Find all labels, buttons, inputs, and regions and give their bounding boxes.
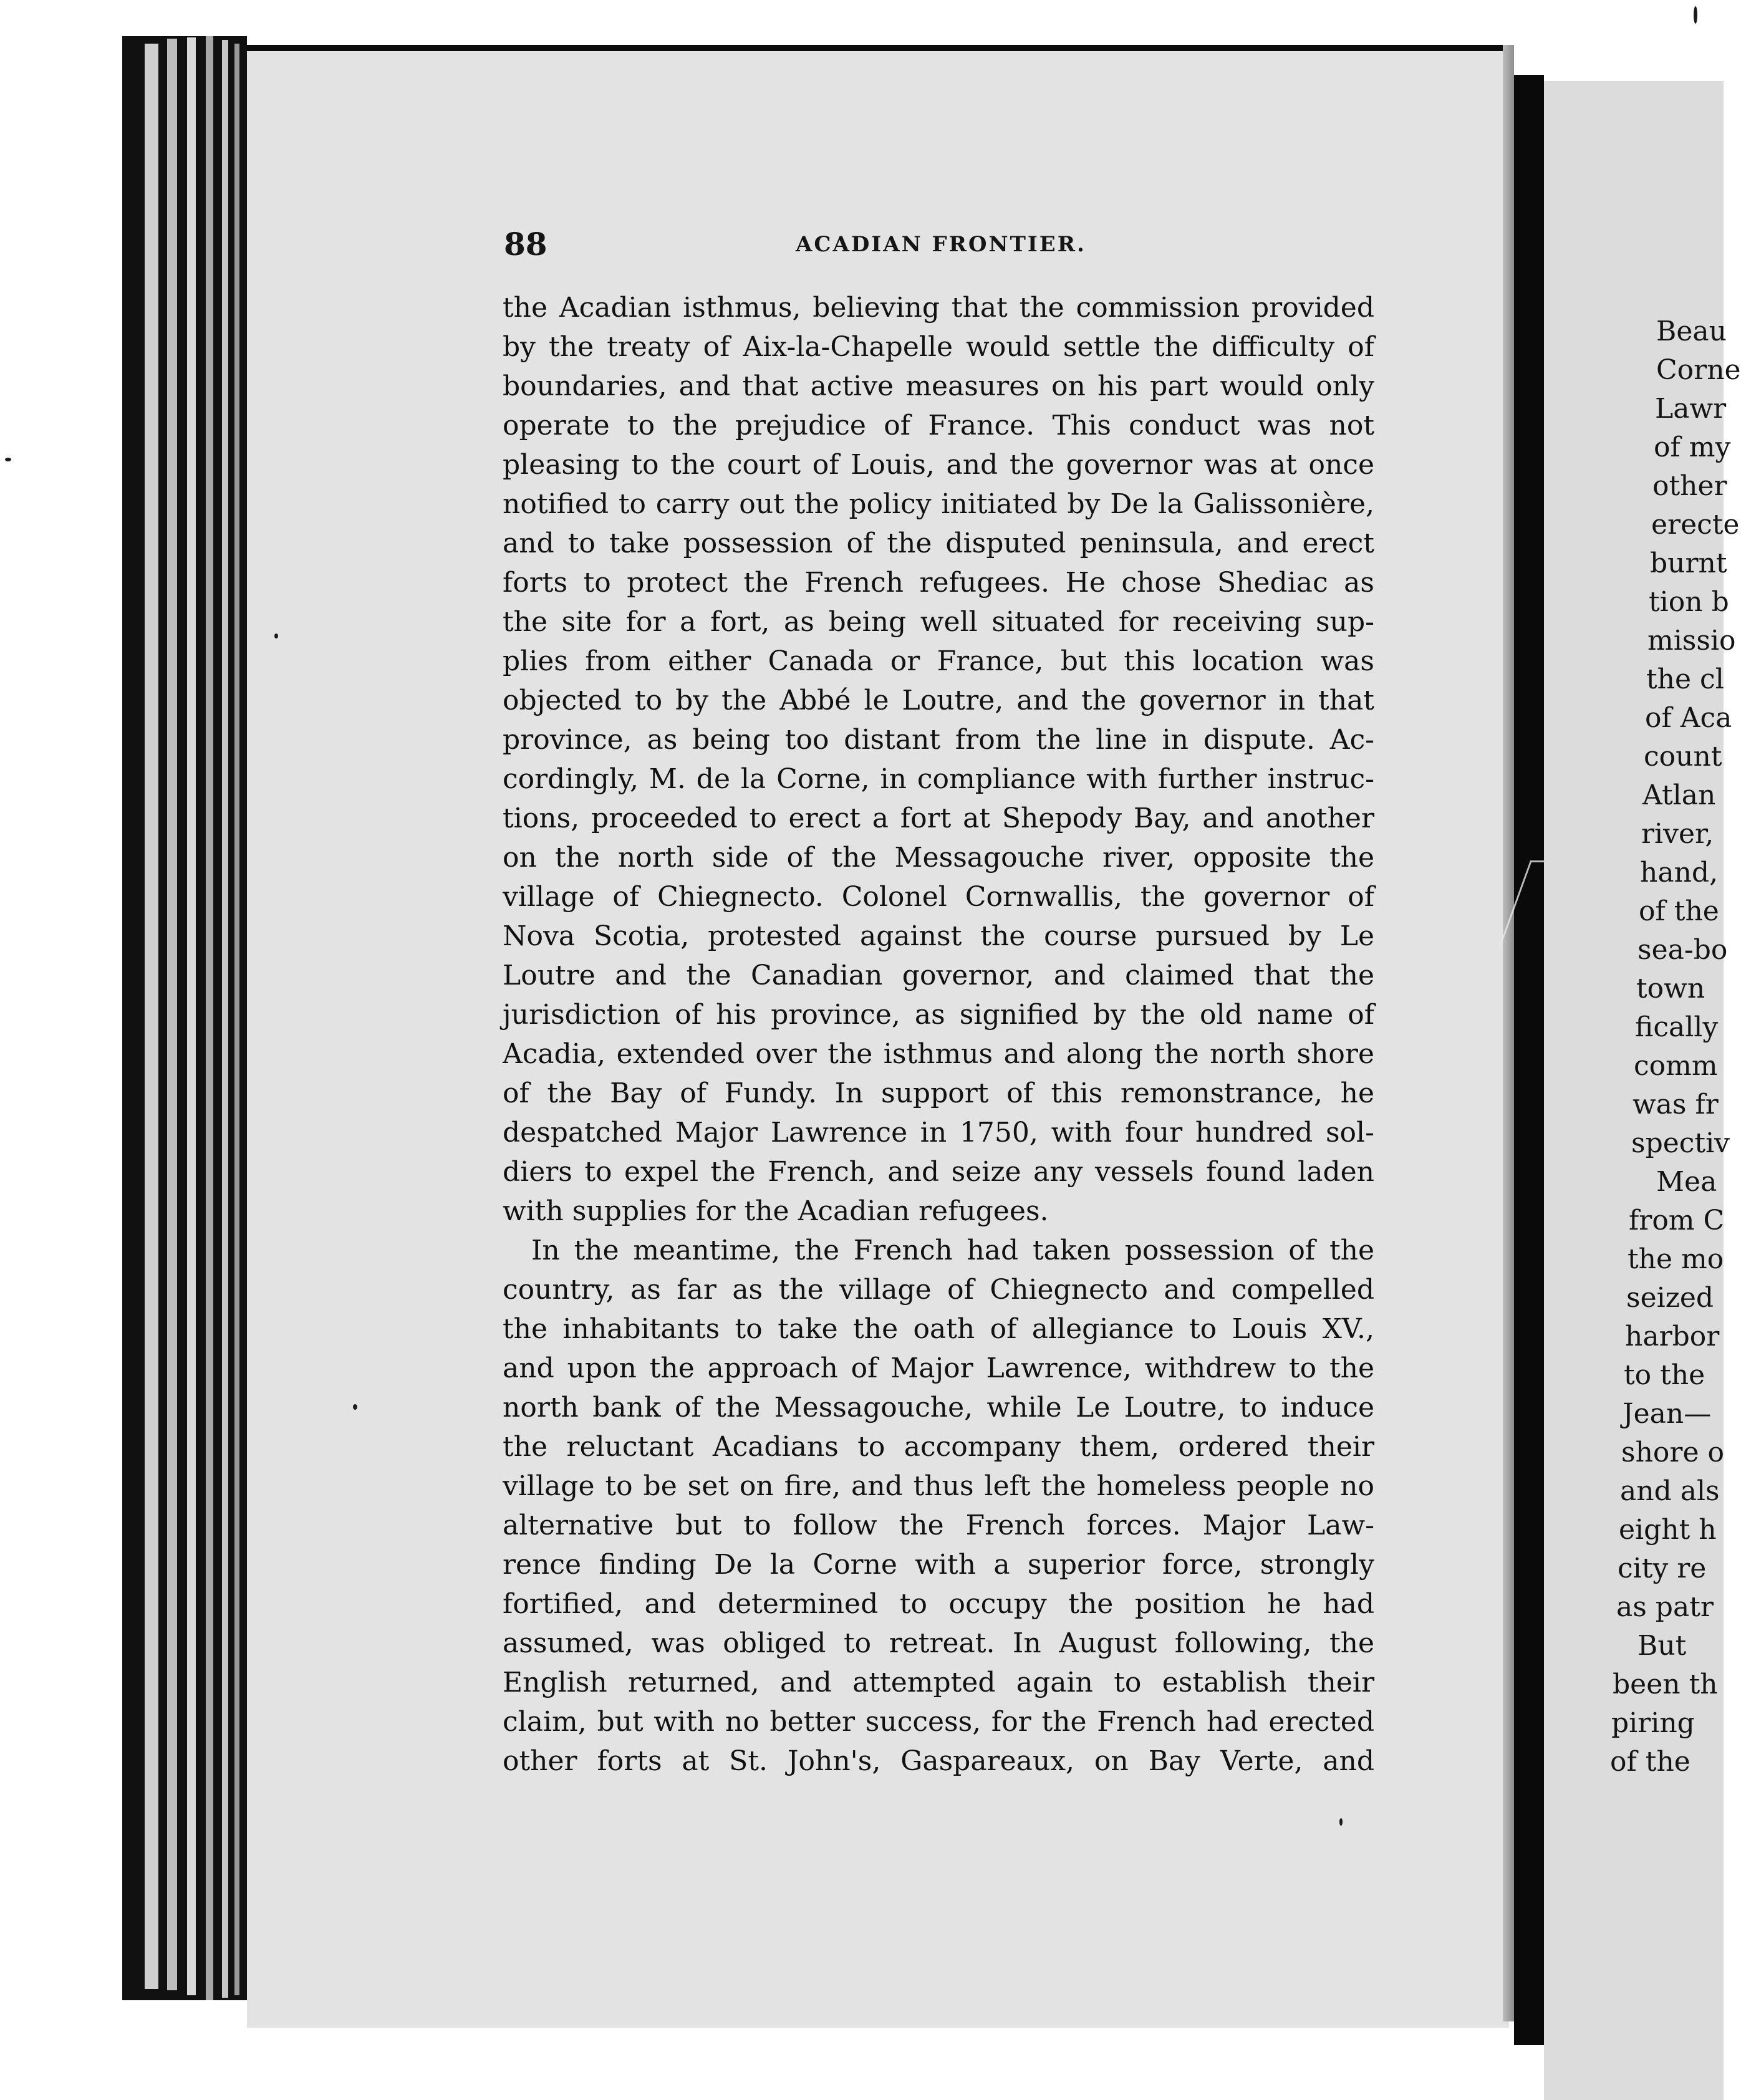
text-line: the Acadian isthmus, believing that the commission provided [503, 292, 1374, 324]
facing-text-line: tion b [1649, 586, 1729, 618]
page-edge [167, 39, 177, 1990]
facing-text-line: spectiv [1631, 1127, 1730, 1159]
text-line: village to be set on fire, and thus left the homeless people no [503, 1470, 1374, 1502]
facing-text-line: was fr [1632, 1089, 1719, 1120]
text-line: the site for a fort, as being well situated for receiving sup- [503, 606, 1374, 638]
facing-text-line: of Aca [1645, 702, 1732, 734]
page-shadow [1503, 45, 1514, 2021]
text-line: operate to the prejudice of France. This conduct was not [503, 410, 1374, 441]
facing-text-line: shore o [1621, 1437, 1724, 1468]
text-line: the reluctant Acadians to accompany them, ordered their [503, 1431, 1374, 1463]
text-line: assumed, was obliged to retreat. In August following, the [503, 1627, 1374, 1659]
text-line: the inhabitants to take the oath of allegiance to Louis XV., [503, 1313, 1374, 1345]
page-edge [206, 36, 213, 2000]
text-line: claim, but with no better success, for the French had erected [503, 1706, 1374, 1738]
facing-text-line: eight h [1619, 1514, 1717, 1546]
facing-text-line: But [1637, 1630, 1687, 1662]
facing-text-line: Jean— [1623, 1398, 1712, 1430]
text-line: with supplies for the Acadian refugees. [503, 1195, 1049, 1227]
facing-text-line: Corne [1656, 354, 1741, 386]
text-line: village of Chiegnecto. Colonel Cornwallis, the governor of [503, 881, 1374, 913]
facing-text-line: missio [1647, 625, 1736, 657]
facing-text-line: fically [1635, 1011, 1719, 1043]
facing-text-line: as patr [1616, 1591, 1714, 1623]
text-line: Acadia, extended over the isthmus and along the north shore [503, 1038, 1374, 1070]
text-line: Loutre and the Canadian governor, and claimed that the [503, 960, 1374, 991]
facing-text-line: comm [1634, 1050, 1718, 1082]
scan-speck [274, 633, 278, 638]
page-edge [145, 44, 158, 1989]
text-line: boundaries, and that active measures on his part would only [503, 370, 1374, 402]
facing-text-line: the mo [1628, 1243, 1724, 1275]
facing-text-line: Lawr [1655, 393, 1727, 425]
text-line: country, as far as the village of Chiegnecto and compelled [503, 1274, 1374, 1306]
scan-speck [5, 458, 11, 461]
text-line: north bank of the Messagouche, while Le Loutre, to induce [503, 1392, 1374, 1423]
facing-text-line: Beau [1656, 315, 1727, 347]
text-line: rence finding De la Corne with a superior force, strongly [503, 1549, 1374, 1581]
text-line: other forts at St. John's, Gaspareaux, on Bay Verte, and [503, 1745, 1374, 1777]
page-edge [222, 40, 228, 1998]
text-line: pleasing to the court of Louis, and the governor was at once [503, 449, 1374, 481]
text-line: alternative but to follow the French forces. Major Law- [503, 1510, 1374, 1541]
facing-text-line: piring [1611, 1707, 1695, 1739]
text-line: cordingly, M. de la Corne, in compliance with further instruc- [503, 763, 1374, 795]
text-line: on the north side of the Messagouche river, opposite the [503, 842, 1374, 874]
facing-text-line: to the [1624, 1359, 1705, 1391]
facing-text-line: burnt [1650, 547, 1727, 579]
running-head: ACADIAN FRONTIER. [796, 232, 1086, 257]
text-line: In the meantime, the French had taken possession of the [531, 1235, 1374, 1266]
text-line: forts to protect the French refugees. He chose Shediac as [503, 567, 1374, 599]
facing-text-line: erecte [1651, 509, 1740, 541]
text-line: and upon the approach of Major Lawrence, withdrew to the [503, 1352, 1374, 1384]
text-line: diers to expel the French, and seize any vessels found laden [503, 1156, 1374, 1188]
facing-text-line: other [1652, 470, 1727, 502]
facing-text-line: of my [1654, 431, 1731, 463]
text-line: notified to carry out the policy initiated by De la Galissonière, [503, 488, 1374, 520]
text-line: fortified, and determined to occupy the position he had [503, 1588, 1374, 1620]
facing-text-line: of the [1610, 1746, 1690, 1778]
facing-text-line: city re [1618, 1553, 1707, 1584]
page-number: 88 [504, 226, 547, 262]
facing-text-line: been th [1613, 1669, 1718, 1700]
facing-text-line: hand, [1640, 857, 1719, 889]
facing-text-line: Mea [1656, 1166, 1717, 1198]
facing-text-line: sea-bo [1637, 934, 1728, 966]
page-edge [234, 44, 239, 1995]
scan-speck [353, 1404, 357, 1410]
text-line: jurisdiction of his province, as signified by the old name of [503, 999, 1374, 1031]
facing-text-line: the cl [1646, 663, 1724, 695]
text-line: province, as being too distant from the line in dispute. Ac- [503, 724, 1374, 756]
facing-text-line: town [1636, 973, 1705, 1004]
facing-text-line: from C [1629, 1205, 1725, 1236]
facing-text-line: Atlan [1642, 779, 1716, 811]
facing-text-line: of the [1639, 895, 1719, 927]
scan-speck [1339, 1818, 1343, 1826]
facing-text-line: count [1644, 741, 1722, 773]
facing-text-line: seized [1626, 1282, 1714, 1314]
text-line: and to take possession of the disputed peninsula, and erect [503, 527, 1374, 559]
text-line: of the Bay of Fundy. In support of this remonstrance, he [503, 1077, 1374, 1109]
scan-speck [1694, 6, 1697, 24]
facing-text-line: and als [1620, 1475, 1720, 1507]
book-gutter [1514, 75, 1544, 2045]
text-line: Nova Scotia, protested against the course pursued by Le [503, 920, 1374, 952]
facing-page [1544, 81, 1741, 2100]
book-edge-stack [122, 36, 247, 2000]
facing-text-line: harbor [1625, 1321, 1720, 1352]
text-line: tions, proceeded to erect a fort at Shepody Bay, and another [503, 802, 1374, 834]
text-line: English returned, and attempted again to establish their [503, 1667, 1374, 1698]
text-line: plies from either Canada or France, but this location was [503, 645, 1374, 677]
page-edge [187, 37, 196, 1995]
text-line: objected to by the Abbé le Loutre, and the governor in that [503, 685, 1374, 716]
text-line: despatched Major Lawrence in 1750, with four hundred sol- [503, 1117, 1374, 1149]
facing-text-line: river, [1641, 818, 1714, 850]
text-line: by the treaty of Aix-la-Chapelle would settle the difficulty of [503, 331, 1374, 363]
